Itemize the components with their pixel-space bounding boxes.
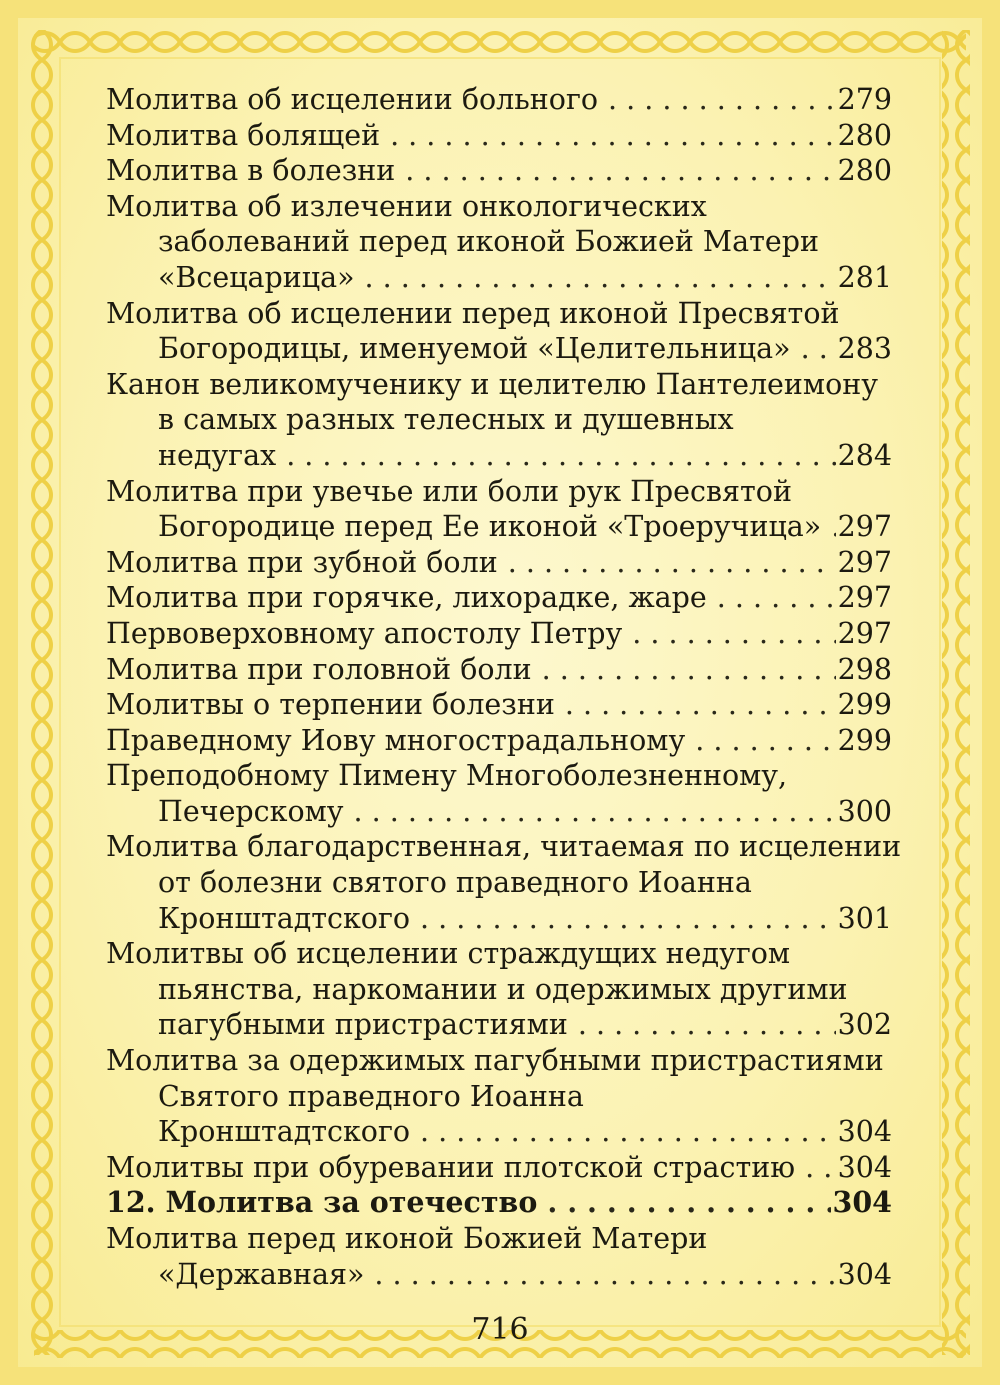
toc-entry-text: Молитва об излечении онкологических <box>106 189 707 223</box>
toc-entry-title-line <box>106 580 892 616</box>
toc-entry <box>106 153 892 189</box>
toc-entry-text: Молитва за одержимых пагубными пристрастиями <box>106 1044 884 1078</box>
toc-page-number: 304 <box>832 1185 892 1220</box>
toc-page-number: 281 <box>837 260 892 294</box>
leader-dots <box>565 687 836 723</box>
toc-entry-text: Молитва перед иконой Божией Матери <box>106 1222 708 1255</box>
toc-entry-continuation-line <box>106 1114 892 1150</box>
toc-page-number: 297 <box>837 510 892 544</box>
leader-dots <box>390 118 836 154</box>
leader-dots <box>354 794 836 830</box>
toc-entry-text: Молитвы о терпении болезни <box>106 688 555 722</box>
toc-entry-text: Богородице перед Ее иконой «Троеручица» <box>158 510 822 544</box>
toc-entry-title-line <box>106 723 892 759</box>
toc-entry-title-line <box>106 474 892 510</box>
toc-entry-continuation-line <box>106 1079 892 1115</box>
leader-dots <box>508 545 836 581</box>
leader-dots <box>608 82 836 118</box>
toc-entry-text: Молитва при горячке, лихорадке, жаре <box>106 581 707 615</box>
toc-entry <box>106 118 892 154</box>
toc-entry <box>106 296 892 367</box>
toc-entry <box>106 936 892 1043</box>
toc-page-number: 280 <box>837 118 892 152</box>
toc-entry-text: Первоверховному апостолу Петру <box>106 616 623 650</box>
toc-entry-continuation-line <box>106 402 892 438</box>
toc-page-number: 301 <box>837 901 892 935</box>
toc-page-number: 298 <box>837 652 892 686</box>
table-of-contents <box>106 82 902 1292</box>
toc-page-number: 280 <box>837 154 892 188</box>
toc-entry-text: Кронштадтского <box>158 1115 411 1149</box>
toc-page-number: 297 <box>837 545 892 579</box>
toc-entry-title-line <box>106 118 892 154</box>
toc-entry-text: Печерскому <box>158 794 344 828</box>
toc-entry-text: Канон великомученику и целителю Пантелеимону <box>106 367 879 401</box>
leader-dots <box>831 509 835 545</box>
toc-entry-continuation-line <box>106 331 892 367</box>
toc-entry-title-line <box>106 829 902 865</box>
toc-page-number: 284 <box>837 438 892 472</box>
toc-page-number: 304 <box>837 1115 892 1149</box>
toc-entry-title-line <box>106 1043 892 1079</box>
toc-entry <box>106 474 892 545</box>
toc-entry-text: Богородицы, именуемой «Целительница» <box>158 332 791 366</box>
toc-entry-title-line <box>106 189 892 225</box>
toc-entry-continuation-line <box>106 1257 892 1293</box>
toc-entry <box>106 1043 892 1150</box>
toc-entry-text: Молитвы при обуревании плотской страстию <box>106 1150 796 1184</box>
toc-entry-title-line <box>106 545 892 581</box>
toc-entry-continuation-line <box>106 224 892 260</box>
toc-page-number: 304 <box>837 1257 892 1291</box>
toc-entry-text: заболеваний перед иконой Божией Матери <box>158 225 819 259</box>
toc-entry-text: Кронштадтского <box>158 901 411 935</box>
toc-entry <box>106 1185 892 1221</box>
toc-entry-text: Молитва при головной боли <box>106 652 532 686</box>
toc-entry <box>106 758 892 829</box>
toc-entry <box>106 367 892 474</box>
toc-entry-text: Праведному Иову многострадальному <box>106 723 686 757</box>
toc-entry-text: Молитва при увечье или боли рук Пресвятой <box>106 474 792 508</box>
toc-entry-title-line <box>106 616 892 652</box>
toc-entry-continuation-line <box>106 260 892 296</box>
toc-entry <box>106 1221 892 1292</box>
toc-entry <box>106 189 892 296</box>
toc-entry-text: пьянства, наркомании и одержимых другими <box>158 972 848 1006</box>
toc-entry-title-line <box>106 936 892 972</box>
toc-entry <box>106 652 892 688</box>
toc-entry <box>106 616 892 652</box>
toc-entry-title-line <box>106 153 892 189</box>
toc-entry-text: «Всецарица» <box>158 260 355 294</box>
toc-entry-title-line <box>106 1221 892 1257</box>
toc-entry <box>106 829 902 936</box>
toc-page-number: 297 <box>837 616 892 650</box>
toc-entry-title-line <box>106 367 892 403</box>
leader-dots <box>695 723 835 759</box>
toc-entry <box>106 545 892 581</box>
toc-page-number: 279 <box>837 83 892 116</box>
toc-entry-text: в самых разных телесных и душевных <box>158 403 734 437</box>
toc-entry-title-line <box>106 1185 892 1221</box>
toc-entry-text: от болезни святого праведного Иоанна <box>158 866 752 900</box>
toc-entry-continuation-line <box>106 865 892 901</box>
toc-entry-text: пагубными пристрастиями <box>158 1008 568 1042</box>
leader-dots <box>286 438 835 474</box>
leader-dots <box>542 652 836 688</box>
toc-entry-title-line <box>106 1150 892 1186</box>
toc-entry-text: Молитва при зубной боли <box>106 545 498 579</box>
toc-entry-text: Молитва в болезни <box>106 154 396 188</box>
leader-dots <box>365 260 836 296</box>
toc-entry-text: Молитва болящей <box>106 118 381 152</box>
toc-page-number: 300 <box>837 794 892 828</box>
toc-entry <box>106 687 892 723</box>
toc-page-number: 283 <box>837 332 892 366</box>
toc-entry-title-line <box>106 296 892 332</box>
toc-page-number: 304 <box>837 1150 892 1184</box>
leader-dots <box>578 1007 836 1043</box>
leader-dots <box>374 1257 835 1293</box>
toc-page-number: 297 <box>837 581 892 615</box>
toc-entry-continuation-line <box>106 794 892 830</box>
leader-dots <box>801 331 836 367</box>
toc-entry-text: Молитва благодарственная, читаемая по исцелении <box>106 830 902 864</box>
toc-entry-text: недугах <box>158 438 277 472</box>
leader-dots <box>805 1150 836 1186</box>
toc-entry <box>106 1150 892 1186</box>
toc-page-number: 299 <box>837 688 892 722</box>
leader-dots <box>420 901 836 937</box>
toc-entry-title-line <box>106 687 892 723</box>
toc-entry-text: 12. Молитва за отечество <box>106 1185 538 1220</box>
toc-page-number: 302 <box>837 1008 892 1042</box>
toc-entry-continuation-line <box>106 438 892 474</box>
toc-entry <box>106 723 892 759</box>
page-number: 716 <box>471 1312 529 1347</box>
leader-dots <box>717 580 836 616</box>
toc-page-number: 299 <box>837 723 892 757</box>
toc-entry-text: Святого праведного Иоанна <box>158 1079 584 1113</box>
toc-entry-text: «Державная» <box>158 1257 365 1291</box>
leader-dots <box>547 1185 830 1221</box>
toc-entry-continuation-line <box>106 1007 892 1043</box>
leader-dots <box>405 153 835 189</box>
toc-entry-text: Молитвы об исцелении страждущих недугом <box>106 937 791 971</box>
toc-entry <box>106 82 892 118</box>
toc-entry <box>106 580 892 616</box>
leader-dots <box>420 1114 836 1150</box>
toc-entry-continuation-line <box>106 509 892 545</box>
toc-entry-continuation-line <box>106 901 892 937</box>
leader-dots <box>632 616 835 652</box>
toc-entry-title-line <box>106 652 892 688</box>
toc-entry-continuation-line <box>106 972 892 1008</box>
toc-entry-text: Молитва об исцелении перед иконой Пресвятой <box>106 296 840 330</box>
toc-entry-text: Преподобному Пимену Многоболезненному, <box>106 759 788 793</box>
toc-entry-text: Молитва об исцелении больного <box>106 83 599 116</box>
toc-entry-title-line <box>106 82 892 118</box>
toc-entry-title-line <box>106 758 892 794</box>
